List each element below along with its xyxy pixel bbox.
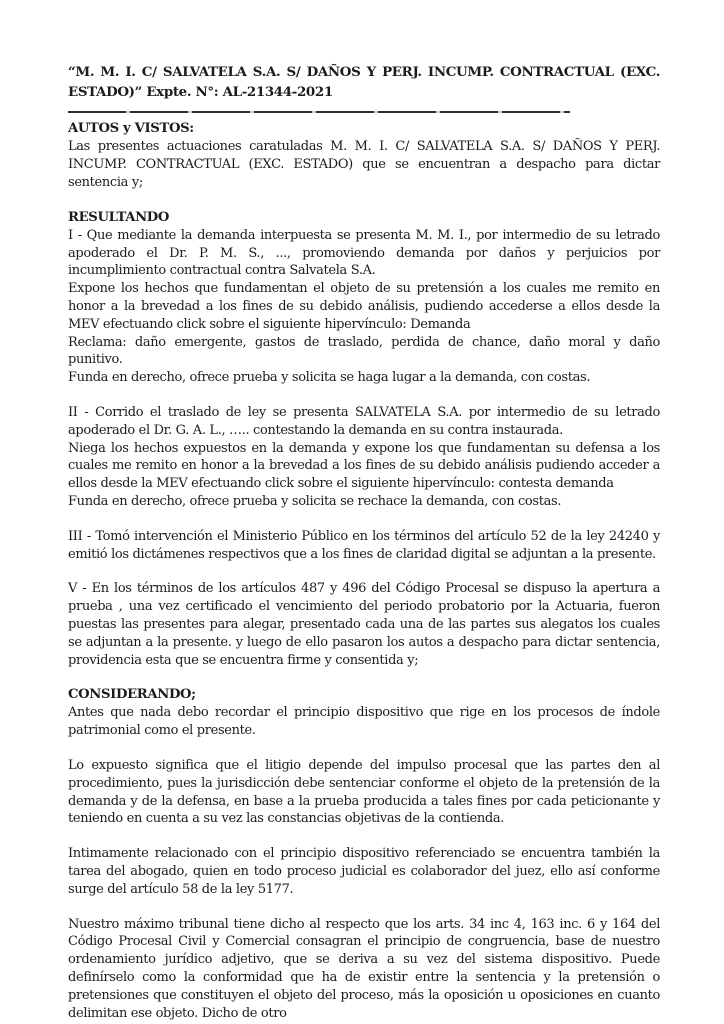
heading-resultando: RESULTANDO bbox=[68, 209, 170, 225]
paragraph-principio-dispositivo: Antes que nada debo recordar el principio dispositivo que rige en los procesos de índole patrimonial como el presente. bbox=[68, 705, 660, 739]
heading-autos-y-vistos: AUTOS y VISTOS: bbox=[68, 121, 194, 137]
paragraph-resultando-iii: III - Tomó intervención el Ministerio Público en los términos del artículo 52 de la ley 24240 y emitió los dictámenes respectivos que a los fines de claridad digital se adjuntan a la presente. bbox=[68, 528, 660, 562]
paragraph-tarea-abogado: Intimamente relacionado con el principio dispositivo referenciado se encuentra también la tarea del abogado, quien en todo proceso judicial es colaborador del juez, ello así conforme surge del artículo 58 de la ley 5177. bbox=[68, 846, 660, 897]
case-caption: “M. M. I. C/ SALVATELA S.A. S/ DAÑOS Y PERJ. INCUMP. CONTRACTUAL (EXC. ESTADO)” Expte. N°: AL-21344-2021 bbox=[68, 64, 660, 101]
paragraph-resultando-i-hechos: Expone los hechos que fundamentan el objeto de su pretensión a los cuales me remito en honor a la brevedad a los fines de su debido análisis, pudiendo accederse a ellos desde la MEV efectuando click sobre el siguiente hipervínculo: Demanda bbox=[68, 281, 660, 332]
paragraph-resultando-i: I - Que mediante la demanda interpuesta se presenta M. M. I., por intermedio de su letrado apoderado el Dr. P. M. S., ..., promoviendo demanda por daños y perjuicios por incumplimiento contractual contra Salvatela S.A. bbox=[68, 227, 660, 279]
paragraph-resultando-i-reclamo: Reclama: daño emergente, gastos de traslado, perdida de chance, daño moral y daño punitivo. bbox=[68, 334, 660, 368]
paragraph-impulso-procesal: Lo expuesto significa que el litigio depende del impulso procesal que las partes den al procedimiento, pues la jurisdicción debe sentenciar conforme el objeto de la pretensión de la demanda y de la defensa, en base a la prueba producida a tales fines por cada peticionante y teniendo en cuenta a su vez las constancias objetivas de la contienda. bbox=[68, 757, 660, 827]
paragraph-principio-congruencia: Nuestro máximo tribunal tiene dicho al respecto que los arts. 34 inc 4, 163 inc. 6 y 164 del Código Procesal Civil y Comercial consagran el principio de congruencia, base de nuestro ordenamiento jurídico adjetivo, que se deriva a su vez del sistema dispositivo. Puede definírselo como la conformidad que ha de existir entre la sentencia y la pretensión o pretensiones que constituyen el objeto del proceso, más la oposición u oposiciones en cuanto delimitan ese objeto. Dicho de otro bbox=[68, 916, 660, 1021]
paragraph-resultando-i-funda: Funda en derecho, ofrece prueba y solicita se haga lugar a la demanda, con costas. bbox=[68, 370, 591, 386]
paragraph-caratula: Las presentes actuaciones caratuladas M. M. I. C/ SALVATELA S.A. S/ DAÑOS Y PERJ. INCUMP. CONTRACTUAL (EXC. ESTADO) que se encuentran a despacho para dictar sentencia y; bbox=[68, 139, 660, 190]
title-divider bbox=[68, 111, 570, 113]
paragraph-resultando-ii-niega: Niega los hechos expuestos en la demanda y expone los que fundamentan su defensa a los cuales me remito en honor a la brevedad a los fines de su debido análisis pudiendo acceder a ellos desde la MEV efectuando click sobre el siguiente hipervínculo: contesta demanda bbox=[68, 440, 660, 492]
paragraph-resultando-ii: II - Corrido el traslado de ley se presenta SALVATELA S.A. por intermedio de su letrado apoderado el Dr. G. A. L., ….. contestando la demanda en su contra instaurada. bbox=[68, 404, 660, 438]
paragraph-resultando-ii-funda: Funda en derecho, ofrece prueba y solicita se rechace la demanda, con costas. bbox=[68, 493, 562, 509]
heading-considerando: CONSIDERANDO; bbox=[68, 687, 196, 703]
paragraph-resultando-v: V - En los términos de los artículos 487 y 496 del Código Procesal se dispuso la apertura a prueba , una vez certificado el vencimiento del periodo probatorio por la Actuaria, fueron puestas las presentes para alegar, presentado cada una de las partes sus alegatos los cuales se adjuntan a la presente. y luego de ello pasaron los autos a despacho para dictar sentencia, providencia esta que se encuentra firme y consentida y; bbox=[68, 581, 660, 668]
